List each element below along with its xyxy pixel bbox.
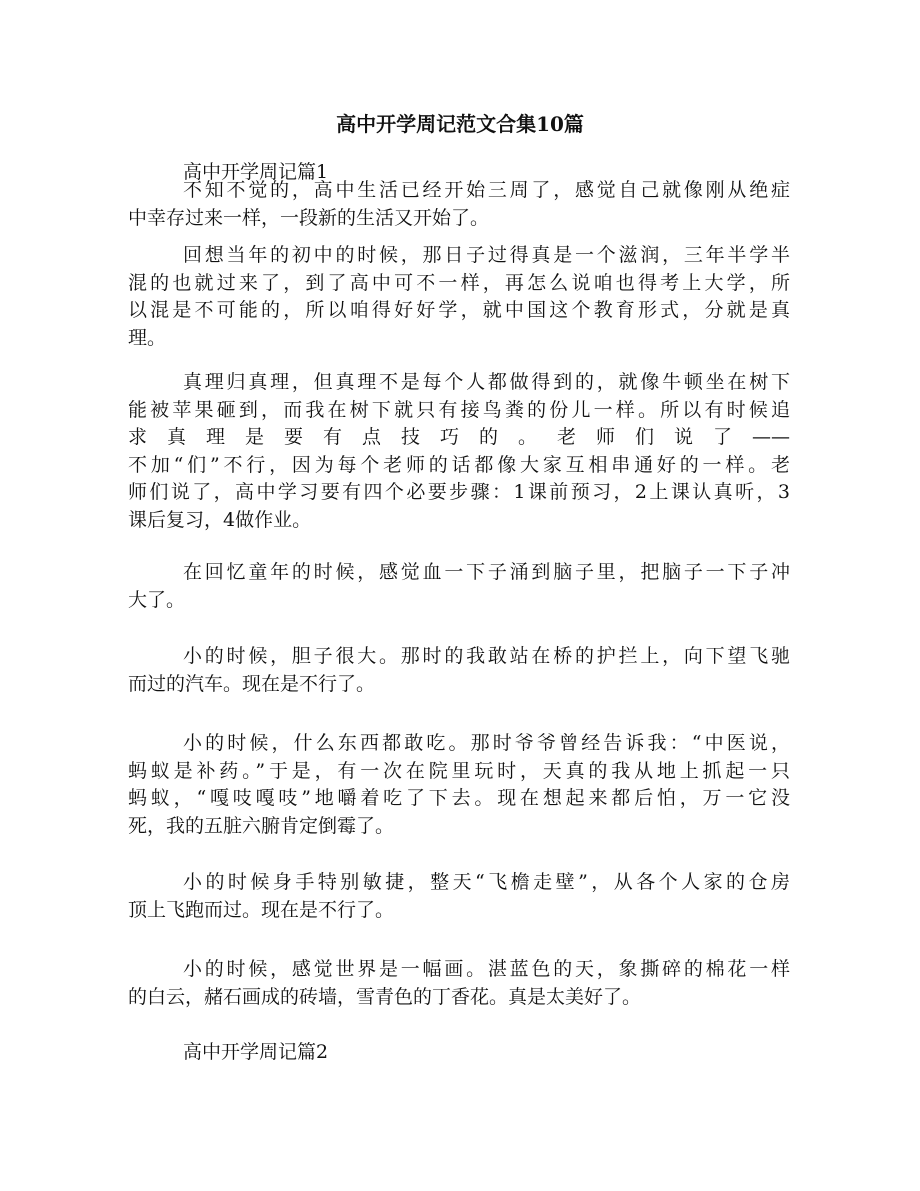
paragraph-line: 以混是不可能的，所以咱得好好学，就中国这个教育形式，分就是真 (128, 299, 790, 321)
paragraph-line: 死，我的五脏六腑肯定倒霉了。 (128, 814, 395, 837)
paragraph-line: 课后复习，4做作业。 (128, 508, 312, 531)
paragraph-line: 不知不觉的，高中生活已经开始三周了，感觉自己就像刚从绝症 (183, 179, 790, 201)
paragraph-line: 在回忆童年的时候，感觉血一下子涌到脑子里，把脑子一下子冲 (183, 561, 790, 583)
paragraph-line: 大了。 (128, 588, 186, 611)
paragraph (128, 242, 790, 352)
document-title: 高中开学周记范文合集10篇 (336, 112, 584, 136)
section-heading-2: 高中开学周记篇2 (183, 1041, 329, 1063)
paragraph-line: 蚂蚁是补药。”于是，有一次在院里玩时，天真的我从地上抓起一只 (128, 759, 790, 782)
paragraph-line: 蚂蚁，“嘎吱嘎吱”地嚼着吃了下去。现在想起来都后怕，万一它没 (128, 787, 790, 809)
paragraph-line: 能被苹果砸到，而我在树下就只有接鸟粪的份儿一样。所以有时候追 (128, 398, 790, 421)
paragraph (128, 177, 790, 232)
section-heading-1: 高中开学周记篇1 (183, 161, 329, 183)
paragraph (128, 730, 790, 840)
paragraph (128, 559, 790, 614)
paragraph-line: 求真理是要有点技巧的。老师们说了—— (128, 426, 790, 448)
paragraph-line: 小的时候，感觉世界是一幅画。湛蓝色的天，象撕碎的棉花一样 (183, 958, 790, 980)
paragraph-line: 顶上飞跑而过。现在是不行了。 (128, 898, 395, 921)
paragraph-line: 小的时候，什么东西都敢吃。那时爷爷曾经告诉我：“中医说， (183, 732, 790, 754)
paragraph-line: 真理归真理，但真理不是每个人都做得到的，就像牛顿坐在树下 (183, 371, 790, 393)
paragraph-line: 理。 (128, 326, 167, 349)
paragraph-line: 而过的汽车。现在是不行了。 (128, 672, 376, 695)
paragraph-line: 小的时候，胆子很大。那时的我敢站在桥的护拦上，向下望飞驰 (183, 645, 790, 667)
paragraph-line: 中幸存过来一样，一段新的生活又开始了。 (128, 206, 490, 229)
paragraph (128, 869, 790, 924)
paragraph-line: 回想当年的初中的时候，那日子过得真是一个滋润，三年半学半 (183, 244, 790, 266)
paragraph (128, 369, 790, 534)
paragraph-line: 师们说了，高中学习要有四个必要步骤：1课前预习，2上课认真听，3 (128, 481, 790, 503)
paragraph-line: 小的时候身手特别敏捷，整天“飞檐走壁”，从各个人家的仓房 (183, 871, 790, 893)
paragraph-line: 不加“们”不行，因为每个老师的话都像大家互相串通好的一样。老 (128, 453, 790, 476)
paragraph (128, 956, 790, 1011)
paragraph-line: 混的也就过来了，到了高中可不一样，再怎么说咱也得考上大学，所 (128, 271, 790, 294)
paragraph-line: 的白云，赭石画成的砖墙，雪青色的丁香花。真是太美好了。 (128, 985, 642, 1008)
paragraph (128, 643, 790, 698)
